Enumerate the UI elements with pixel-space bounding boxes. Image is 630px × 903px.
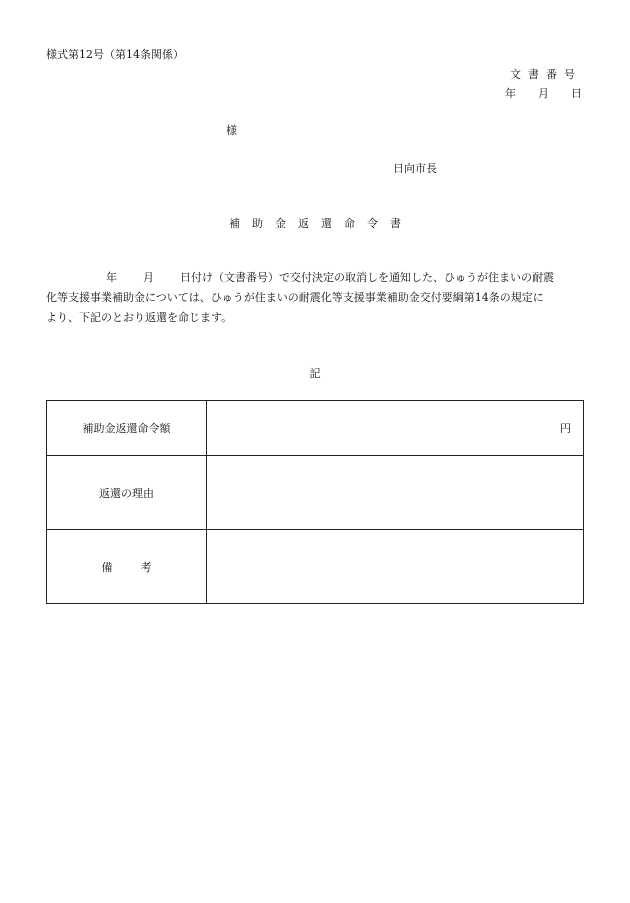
detail-table <box>46 400 584 604</box>
form-number: 様式第12号（第14条関係） <box>46 48 184 61</box>
body-month: 月 <box>143 271 154 284</box>
ki-marker: 記 <box>309 367 321 380</box>
table-row <box>47 456 584 530</box>
body-line-1-rest: 日付け（文書番号）で交付決定の取消しを通知した、ひゅうが住まいの耐震 <box>180 271 554 284</box>
table-row <box>47 401 584 456</box>
recipient-honorific: 様 <box>226 124 237 137</box>
document-number-label: 文書番号 <box>510 68 582 81</box>
label-refund-reason: 返還の理由 <box>47 456 207 530</box>
body-line-3: より、下記のとおり返還を命じます。 <box>46 311 233 324</box>
body-year: 年 <box>106 271 117 284</box>
document-title: 補助金返還命令書 <box>229 217 413 230</box>
issuer-name: 日向市長 <box>393 162 437 175</box>
table-row <box>47 530 584 604</box>
body-text <box>46 268 584 328</box>
body-line-2: 化等支援事業補助金については、ひゅうが住まいの耐震化等支援事業補助金交付要綱第14条の規定に <box>46 291 544 304</box>
date-year: 年 <box>505 87 516 100</box>
value-refund-amount: 円 <box>207 401 584 456</box>
date-month: 月 <box>538 87 549 100</box>
date-day: 日 <box>571 87 582 100</box>
label-refund-amount: 補助金返還命令額 <box>47 401 207 456</box>
value-refund-reason <box>207 456 584 530</box>
label-remarks: 備考 <box>47 530 207 604</box>
date-line <box>505 86 582 102</box>
value-remarks <box>207 530 584 604</box>
body-line-1 <box>46 268 584 288</box>
